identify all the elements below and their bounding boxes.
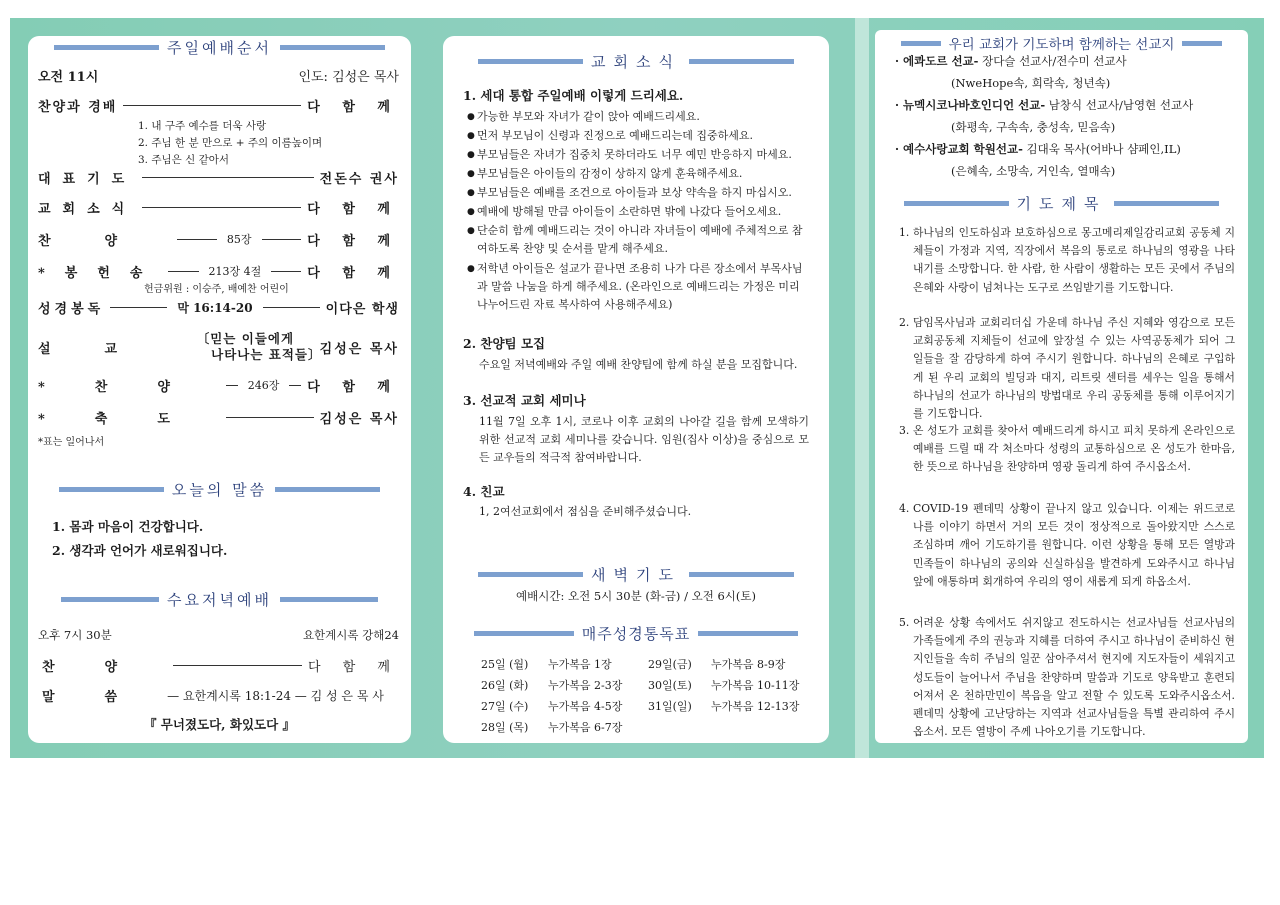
wednesday-word-row	[42, 686, 399, 704]
mission-item-2: · 뉴멕시코나바호인디언 선교- 남창식 선교사/남영현 선교사	[895, 98, 1194, 112]
offering-note: 헌금위원 : 이승주, 배예찬 어린이	[144, 284, 289, 295]
wednesday-word-label: 말씀	[42, 689, 168, 705]
order-right: 다 함 께	[307, 233, 400, 249]
news-header	[443, 50, 829, 72]
reading-day: 28일 (목)	[481, 721, 529, 734]
reading-day: 31일(일)	[648, 700, 692, 713]
wednesday-sermon-title: 『 무너졌도다, 화있도다 』	[143, 717, 296, 732]
order-item-scripture	[38, 298, 399, 316]
order-item-closing-hymn	[38, 376, 399, 394]
reading-text: 누가복음 6-7장	[548, 721, 623, 734]
order-label: *봉헌송	[38, 265, 163, 281]
reading-day: 26일 (화)	[481, 679, 529, 692]
order-label: 대표기도	[38, 171, 137, 187]
service-time-row	[38, 66, 399, 84]
sermon-title	[171, 331, 320, 363]
news-section4-title: 4. 친교	[463, 484, 505, 499]
wednesday-series: 요한계시록 강해24	[302, 628, 399, 642]
mission-item-3: · 예수사랑교회 학원선교- 김대욱 목사(어바나 샴페인,IL)	[895, 142, 1181, 156]
reading-text: 누가복음 12-13장	[711, 700, 800, 713]
today-word-title: 오늘의 말씀	[171, 480, 268, 499]
order-middle: 213장 4절	[208, 265, 262, 278]
order-right: 김성은 목사	[319, 411, 399, 427]
sunday-service-header	[28, 36, 411, 58]
panel-right	[875, 30, 1248, 743]
service-leader: 인도: 김성은 목사	[298, 69, 399, 85]
order-right: 다 함 께	[307, 99, 399, 115]
order-label: *찬양	[38, 379, 220, 395]
reading-text: 누가복음 2-3장	[548, 679, 623, 692]
wednesday-time: 오후 7시 30분	[38, 628, 112, 642]
reading-header	[443, 622, 829, 644]
wednesday-title: 수요저녁예배	[167, 590, 272, 609]
prayer-item-1: 1. 하나님의 인도하심과 보호하심으로 몽고메리제일감리교회 공동체 지체들이 가정과 지역, 직장에서 복음의 통로로 하나님의 영광을 나타내기를 소망합니다. 한 사람, 한 사람이 생활하는 모든 곳에서 주님의 은혜와 사랑이 넘쳐나는 도구로 쓰임받기를 기도합니다.	[899, 226, 1235, 294]
news-bullet-2: ● 먼저 부모님이 신령과 진정으로 예배드리는데 집중하세요.	[467, 129, 754, 142]
wednesday-praise-right: 다 함 께	[308, 659, 399, 675]
mission-item-1: · 에콰도르 선교- 장다슬 선교사/전수미 선교사	[895, 54, 1127, 68]
today-word-line-1: 1. 몸과 마음이 건강합니다.	[52, 519, 204, 534]
reading-text: 누가복음 10-11장	[711, 679, 800, 692]
wednesday-praise-label: 찬양	[42, 659, 168, 675]
order-item-prayer	[38, 168, 399, 186]
order-middle: 85장	[226, 233, 252, 246]
mission-groups-3: (은혜속, 소망속, 거인속, 열매속)	[951, 164, 1116, 178]
order-label: 찬양	[38, 233, 172, 249]
order-right: 전돈수 권사	[319, 171, 399, 187]
order-item-hymn	[38, 230, 399, 248]
fold-strip	[855, 18, 869, 758]
order-right: 이다은 학생	[325, 301, 399, 317]
order-middle: 246장	[247, 379, 280, 392]
order-item-praise	[38, 96, 399, 114]
news-section1-title: 1. 세대 통합 주일예배 이렇게 드리세요.	[463, 88, 684, 103]
order-right: 김성은 목사	[319, 341, 399, 357]
news-section3-text: 11월 7일 오후 1시, 코로나 이후 교회의 나아갈 길을 함께 모색하기 위한 선교적 교회 세미나를 갖습니다. 임원(집사 이상)을 중심으로 모든 교우들의 적극적 참여바랍니다.	[479, 415, 809, 464]
panel-middle	[443, 36, 829, 743]
wednesday-word-text: — 요한계시록 18:1-24 — 김 성 은 목 사	[167, 688, 384, 703]
reading-day: 30일(토)	[648, 679, 692, 692]
news-bullet-4: ● 부모님들은 아이들의 감정이 상하지 않게 훈육해주세요.	[467, 167, 743, 180]
praise-song-2: 2. 주님 한 분 만으로 + 주의 이름높이며	[138, 137, 323, 149]
news-bullet-7: ● 단순히 함께 예배드리는 것이 아니라 자녀들이 예배에 주체적으로 참여하도록 찬양 및 순서를 맡게 해주세요.	[467, 224, 803, 256]
mission-groups-2: (화평속, 구속속, 충성속, 믿음속)	[951, 120, 1116, 134]
wednesday-praise-row	[42, 656, 399, 674]
order-right: 다 함 께	[307, 265, 399, 281]
news-section2-title: 2. 찬양팀 모집	[463, 336, 546, 351]
news-bullet-3: ● 부모님들은 자녀가 집중치 못하더라도 너무 예민 반응하지 마세요.	[467, 148, 792, 161]
mission-title: 우리 교회가 기도하며 함께하는 선교지	[948, 37, 1175, 53]
sunday-service-title: 주일예배순서	[167, 38, 272, 57]
order-item-offering	[38, 262, 399, 280]
order-right: 다 함 께	[307, 201, 399, 217]
order-label: 설교	[38, 341, 172, 357]
praise-song-3: 3. 주님은 신 같아서	[138, 154, 230, 166]
dawn-header	[443, 563, 829, 585]
dawn-title: 새벽기도	[591, 565, 681, 584]
order-item-benediction	[38, 408, 399, 426]
order-item-sermon	[38, 330, 399, 364]
reading-day: 29일(금)	[648, 658, 692, 671]
mission-header	[875, 32, 1248, 54]
dawn-text: 예배시간: 오전 5시 30분 (화-금) / 오전 6시(토)	[516, 589, 756, 603]
news-section3-title: 3. 선교적 교회 세미나	[463, 393, 586, 408]
order-label: 성경봉독	[38, 301, 105, 317]
mission-groups-1: (NweHope속, 희락속, 청년속)	[951, 76, 1111, 90]
news-title: 교회소식	[591, 52, 681, 71]
order-label: 교회소식	[38, 201, 137, 217]
prayer-item-3: 3. 온 성도가 교회를 찾아서 예배드리게 하시고 피치 못하게 온라인으로 예배를 드릴 때 각 처소마다 성령의 교통하심으로 온 성도가 한마음, 한 뜻으로 하나님을 찬양하며 영광 돌리게 하여 주시옵소서.	[899, 424, 1235, 474]
wednesday-header	[28, 588, 411, 610]
reading-day: 25일 (월)	[481, 658, 529, 671]
sermon-title-line2: 나타나는 표적들〕	[211, 347, 322, 362]
reading-text: 누가복음 1장	[548, 658, 612, 671]
today-word-header	[28, 478, 411, 500]
prayer-item-2: 2. 담임목사님과 교회리더십 가운데 하나님 주신 지혜와 영감으로 모든 교회공동체 지체들이 선교에 앞장설 수 있는 사역공동체가 되어 그 일들을 잘 감당하게 하여 주시기 원합니다. 하나님의 은혜로 구입하게 된 우리 교회의 빌딩과 대지, 리트릿 센터를 세우는 일을 통해서 하나님의 선교가 하나님의 방법대로 우리 공동체를 통해 이루어지기를 기도합니다.	[899, 316, 1235, 421]
sermon-title-line1: 〔믿는 이들에게	[196, 331, 295, 346]
today-word-line-2: 2. 생각과 언어가 새로워집니다.	[52, 543, 228, 558]
news-bullet-8: ● 저학년 아이들은 설교가 끝나면 조용히 나가 다른 장소에서 부목사님과 말씀 나눔을 하게 해주세요. (온라인으로 예배드리는 가정은 미리 나누어드린 자료 복사하여 사용해주세요)	[467, 262, 803, 312]
prayer-item-4: 4. COVID-19 펜데믹 상황이 끝나지 않고 있습니다. 이제는 위드코로나를 이야기 하면서 거의 모든 것이 정상적으로 돌아왔지만 스스로 조심하며 깨어 기도하기를 원합니다. 이런 상황을 통해 모든 열방과 민족들이 하나님의 공의와 신실하심을 발견하게 도와주시고 하나님 앞에 애통하며 회개하여 우리의 영이 새롭게 되게 하옵소서.	[899, 502, 1235, 588]
wednesday-time-row	[38, 626, 399, 644]
news-section2-text: 수요일 저녁예배와 주일 예배 찬양팀에 함께 하실 분을 모집합니다.	[479, 358, 798, 371]
reading-text: 누가복음 4-5장	[548, 700, 623, 713]
reading-title: 매주성경통독표	[581, 624, 691, 643]
order-item-news	[38, 198, 399, 216]
service-time: 오전 11시	[38, 69, 99, 85]
news-section4-text: 1, 2여선교회에서 점심을 준비해주셨습니다.	[479, 505, 692, 518]
reading-day: 27일 (수)	[481, 700, 529, 713]
order-middle: 막 16:14-20	[177, 300, 253, 315]
order-label: *축도	[38, 411, 220, 427]
order-right: 다 함 께	[307, 379, 399, 395]
prayer-item-5: 5. 어려운 상황 속에서도 쉬지않고 전도하시는 선교사님들 선교사님의 가족들에게 주의 권능과 지혜를 더하여 주시고 하나님이 준비하신 현지인들을 속히 주님의 일꾼 삼아주셔서 현지에 지도자들이 세워지고 성도들이 늘어나서 주님을 찬양하며 말씀과 기도로 양육받고 훈련되어져서 온 천하만민이 복음을 알고 전할 수 있도록 도와주시옵소서. 펜데믹 상황에 고난당하는 지역과 선교사님들을 특별 관리하여 주시옵소서. 모든 열방이 주께 나아오기를 기도합니다.	[899, 616, 1235, 739]
standing-footnote: *표는 일어나서	[38, 437, 105, 448]
panel-left	[28, 36, 411, 743]
praise-song-1: 1. 내 구주 예수를 더욱 사랑	[138, 120, 267, 132]
prayer-title: 기도제목	[1016, 194, 1107, 213]
news-bullet-5: ● 부모님들은 예배를 조건으로 아이들과 보상 약속을 하지 마십시오.	[467, 186, 792, 199]
news-bullet-6: ● 예배에 방해될 만큼 아이들이 소란하면 밖에 나갔다 들어오세요.	[467, 205, 782, 218]
reading-text: 누가복음 8-9장	[711, 658, 786, 671]
bulletin-sheet	[10, 18, 1264, 758]
news-bullet-1: ● 가능한 부모와 자녀가 같이 앉아 예배드리세요.	[467, 110, 700, 123]
prayer-header	[875, 192, 1248, 214]
order-label: 찬양과 경배	[38, 99, 118, 115]
